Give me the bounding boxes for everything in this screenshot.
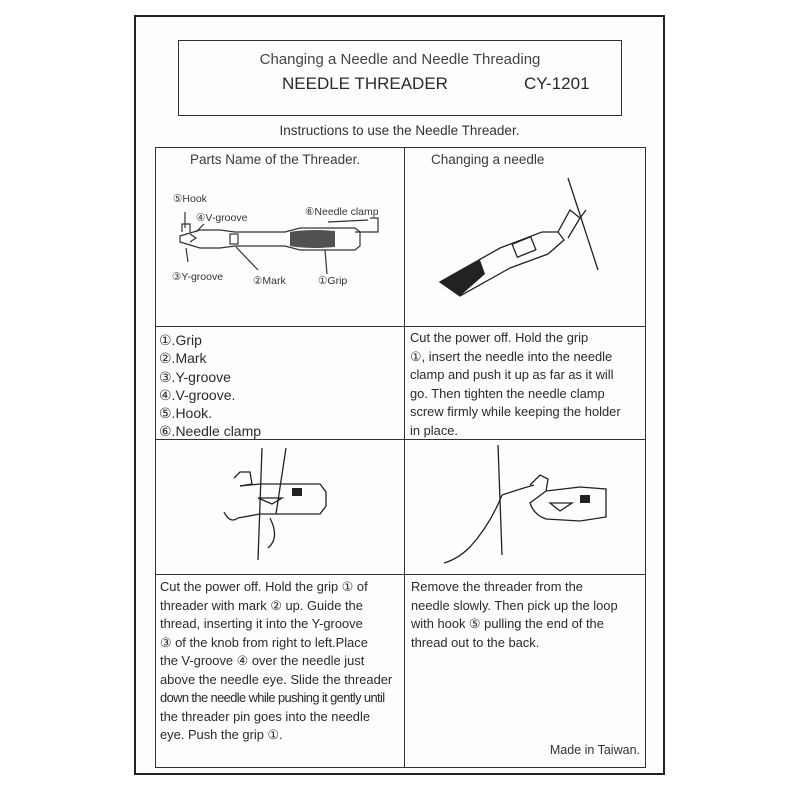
title-line1: Changing a Needle and Needle Threading: [259, 51, 541, 68]
list-item: ⑥.Needle clamp: [159, 423, 262, 440]
product-name: NEEDLE THREADER: [282, 74, 448, 93]
text-line: above the needle eye. Slide the threader: [160, 671, 393, 687]
callout-grip: ①Grip: [318, 275, 348, 287]
callout-mark: ②Mark: [253, 275, 286, 287]
text-line: go. Then tighten the needle clamp: [410, 385, 605, 401]
remove-threader-illustration: [430, 445, 620, 570]
text-line: clamp and push it up as far as it will: [410, 367, 614, 382]
parts-heading: Parts Name of the Threader.: [190, 152, 361, 167]
table-border-right: [645, 147, 646, 767]
text-line: needle slowly. Then pick up the loop: [411, 597, 618, 613]
threading-illustration: [210, 448, 350, 563]
callout-y-groove: ③Y-groove: [172, 271, 224, 283]
table-divider-row1: [155, 326, 646, 327]
list-item: ③.Y-groove: [159, 368, 231, 385]
threading-instructions: [160, 578, 392, 745]
text-line: the threader pin goes into the needle: [160, 708, 370, 724]
model-number: CY-1201: [524, 74, 590, 93]
table-border-left: [155, 147, 156, 767]
text-line: Cut the power off. Hold the grip ① of: [160, 579, 368, 594]
text-line: with hook ⑤ pulling the end of the: [411, 616, 604, 631]
list-item: ②.Mark: [159, 350, 207, 367]
title-box: [178, 40, 622, 116]
callout-hook: ⑤Hook: [173, 193, 207, 205]
text-line: screw firmly while keeping the holder: [410, 404, 621, 419]
table-border-top: [155, 147, 646, 148]
list-item: ④.V-groove.: [159, 386, 236, 403]
text-line: Remove the threader from the: [411, 579, 583, 594]
subtitle: Instructions to use the Needle Threader.: [279, 123, 520, 138]
table-border-bottom: [155, 767, 646, 768]
change-needle-instructions: [410, 329, 621, 440]
text-line: ①, insert the needle into the needle: [410, 348, 613, 364]
text-line: threader with mark ② up. Guide the: [160, 597, 363, 613]
text-line: thread out to the back.: [411, 634, 540, 650]
changing-needle-illustration: [430, 170, 610, 310]
text-line: down the needle while pushing it gently until: [160, 690, 385, 705]
list-item: ⑤.Hook.: [159, 405, 213, 422]
callout-needle-clamp: ⑥Needle clamp: [305, 206, 379, 218]
callout-v-groove: ④V-groove: [196, 212, 248, 224]
table-divider-vertical: [404, 147, 405, 767]
made-in-label: Made in Taiwan.: [549, 743, 640, 757]
text-line: ③ of the knob from right to left.Place: [160, 634, 368, 650]
text-line: Cut the power off. Hold the grip: [410, 330, 589, 345]
table-divider-row3: [155, 574, 646, 575]
parts-list: [159, 331, 261, 441]
text-line: thread, inserting it into the Y-groove: [160, 616, 363, 631]
change-needle-heading: Changing a needle: [431, 152, 545, 167]
text-line: the V-groove ④ over the needle just: [160, 653, 365, 668]
list-item: ①.Grip: [159, 332, 202, 348]
remove-threader-instructions: [411, 578, 618, 652]
text-line: in place.: [410, 422, 459, 438]
text-line: eye. Push the grip ①.: [160, 727, 283, 742]
